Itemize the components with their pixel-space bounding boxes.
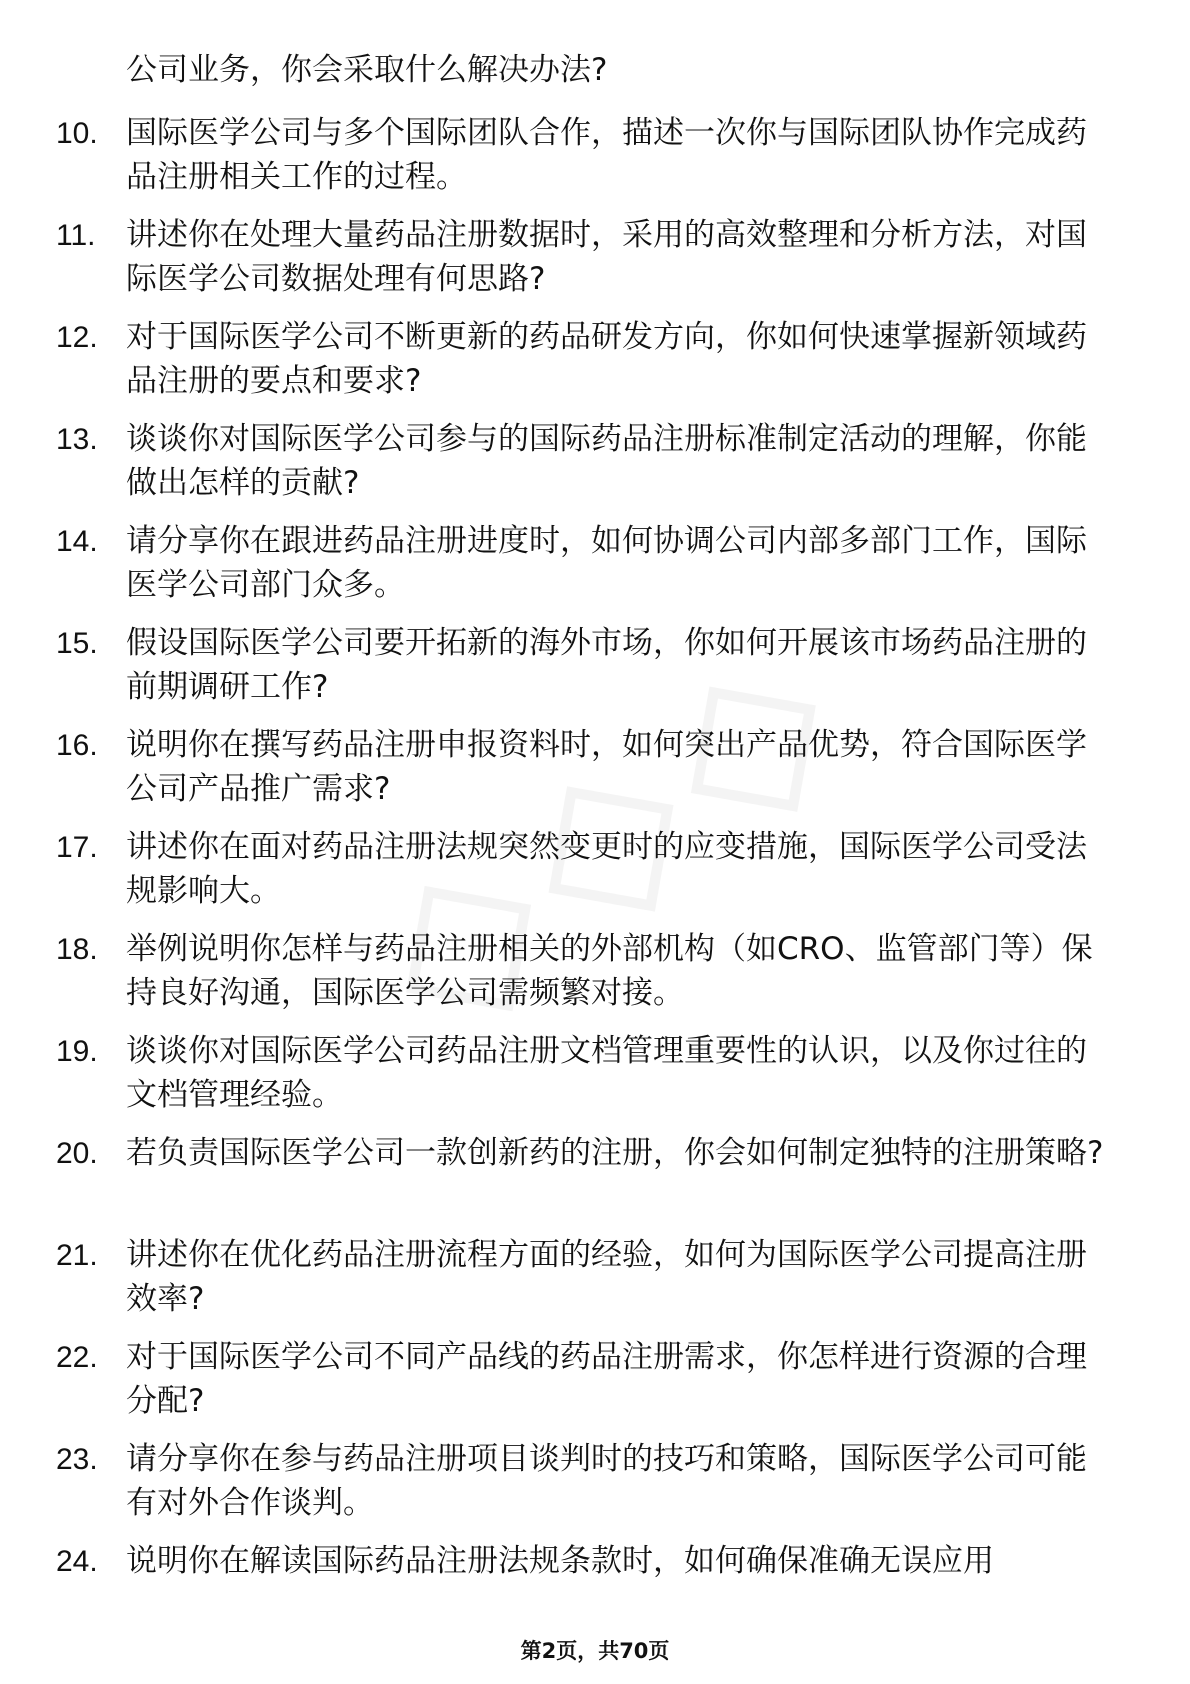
list-item <box>0 1437 1190 1539</box>
list-item <box>0 927 1190 1029</box>
list-item <box>0 1131 1190 1233</box>
question-number: 13. <box>56 423 98 456</box>
question-text: 国际医学公司与多个国际团队合作，描述一次你与国际团队协作完成药品注册相关工作的过程。 <box>126 115 1087 195</box>
question-text: 对于国际医学公司不断更新的药品研发方向，你如何快速掌握新领域药品注册的要点和要求? <box>126 319 1087 399</box>
question-number: 21. <box>56 1239 98 1272</box>
question-text: 若负责国际医学公司一款创新药的注册，你会如何制定独特的注册策略? <box>126 1135 1104 1171</box>
question-text: 请分享你在跟进药品注册进度时，如何协调公司内部多部门工作，国际医学公司部门众多。 <box>126 523 1087 603</box>
question-text: 谈谈你对国际医学公司药品注册文档管理重要性的认识，以及你过往的文档管理经验。 <box>126 1033 1087 1113</box>
question-text: 说明你在解读国际药品注册法规条款时，如何确保准确无误应用 <box>126 1543 994 1579</box>
question-number: 23. <box>56 1443 98 1476</box>
question-number: 11. <box>56 219 96 252</box>
question-number: 22. <box>56 1341 98 1374</box>
question-text: 请分享你在参与药品注册项目谈判时的技巧和策略，国际医学公司可能有对外合作谈判。 <box>126 1441 1087 1521</box>
question-text: 谈谈你对国际医学公司参与的国际药品注册标准制定活动的理解，你能做出怎样的贡献? <box>126 421 1087 501</box>
continued-question-text: 公司业务，你会采取什么解决办法? <box>126 52 608 88</box>
list-item <box>0 213 1190 315</box>
list-item <box>0 1335 1190 1437</box>
list-item <box>0 1539 1190 1641</box>
question-number: 12. <box>56 321 98 354</box>
question-text: 假设国际医学公司要开拓新的海外市场，你如何开展该市场药品注册的前期调研工作? <box>126 625 1087 705</box>
question-number: 14. <box>56 525 98 558</box>
list-item <box>0 825 1190 927</box>
question-list <box>0 111 1190 1641</box>
question-number: 10. <box>56 117 98 150</box>
list-item <box>0 315 1190 417</box>
list-item <box>0 111 1190 213</box>
list-item <box>0 519 1190 621</box>
question-number: 16. <box>56 729 98 762</box>
page-footer: 第2页，共70页 <box>520 1639 670 1663</box>
question-number: 18. <box>56 933 98 966</box>
list-item <box>0 723 1190 825</box>
question-number: 24. <box>56 1545 98 1578</box>
list-item <box>0 621 1190 723</box>
list-item <box>0 417 1190 519</box>
question-text: 讲述你在面对药品注册法规突然变更时的应变措施，国际医学公司受法规影响大。 <box>126 829 1087 909</box>
question-number: 19. <box>56 1035 98 1068</box>
question-number: 20. <box>56 1137 98 1170</box>
question-number: 15. <box>56 627 98 660</box>
question-text: 讲述你在处理大量药品注册数据时，采用的高效整理和分析方法，对国际医学公司数据处理有何思路? <box>126 217 1087 297</box>
question-text: 举例说明你怎样与药品注册相关的外部机构（如CRO、监管部门等）保持良好沟通，国际医学公司需频繁对接。 <box>126 931 1093 1011</box>
question-text: 说明你在撰写药品注册申报资料时，如何突出产品优势，符合国际医学公司产品推广需求? <box>126 727 1087 807</box>
list-item <box>0 1233 1190 1335</box>
question-number: 17. <box>56 831 98 864</box>
list-item <box>0 1029 1190 1131</box>
question-text: 对于国际医学公司不同产品线的药品注册需求，你怎样进行资源的合理分配? <box>126 1339 1087 1419</box>
question-text: 讲述你在优化药品注册流程方面的经验，如何为国际医学公司提高注册效率? <box>126 1237 1087 1317</box>
